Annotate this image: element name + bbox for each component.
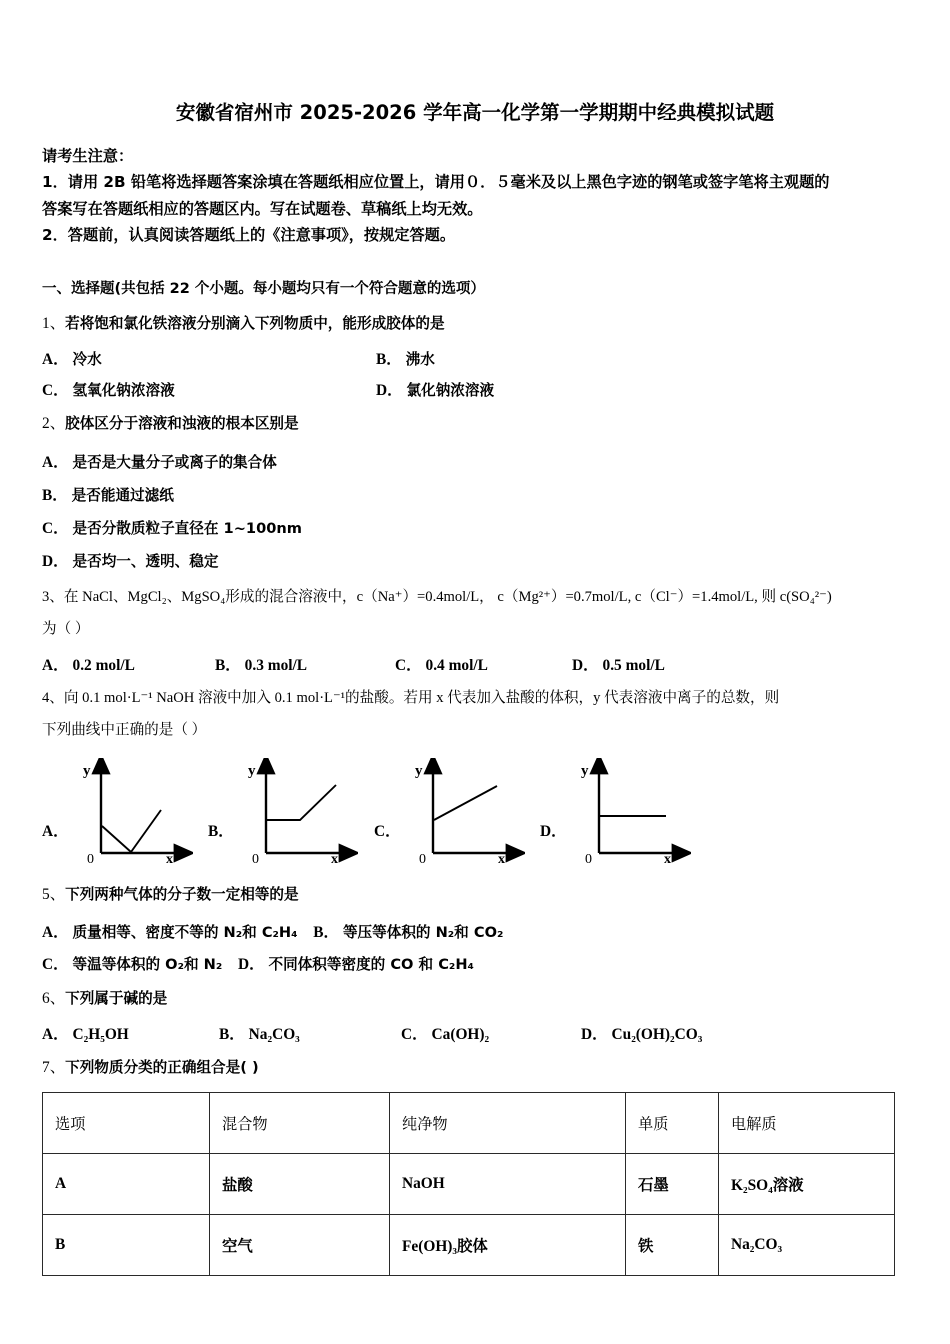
svg-text:0: 0: [251, 851, 259, 863]
question-2-option-d[interactable]: D． 是否均一、透明、稳定: [42, 552, 219, 570]
question-1-options-row-2: [42, 378, 908, 400]
table-cell-pure-b: Fe(OH)₃胶体: [390, 1215, 626, 1276]
question-4-option-b[interactable]: B． y 0 x: [208, 754, 374, 866]
question-2-option-c[interactable]: C． 是否分散质粒子直径在 1~100nm: [42, 519, 302, 537]
exam-notice-block: [42, 143, 908, 248]
question-6-option-d[interactable]: D． Cu₂(OH)₂CO₃: [581, 1025, 703, 1043]
question-6-option-c[interactable]: C． Ca(OH)₂: [401, 1025, 490, 1043]
question-3-options: [42, 653, 908, 675]
question-4-stem-line-2: 下列曲线中正确的是（ ）: [42, 721, 207, 738]
question-2-options: [42, 450, 908, 571]
table-header-mixture: 混合物: [210, 1093, 390, 1154]
question-2-option-a[interactable]: A． 是否是大量分子或离子的集合体: [42, 453, 277, 471]
table-header-electrolyte: 电解质: [719, 1093, 895, 1154]
table-cell-element-b: 铁: [626, 1215, 719, 1276]
graph-d-axes-icon: [571, 758, 691, 863]
question-6-stem: [42, 984, 908, 1013]
question-1-option-c[interactable]: C． 氢氧化钠浓溶液: [42, 382, 175, 400]
question-1-option-a[interactable]: A． 冷水: [42, 351, 102, 369]
svg-text:0: 0: [418, 851, 426, 863]
svg-text:y: y: [580, 762, 589, 779]
question-6-options: [42, 1022, 908, 1044]
question-4-option-c[interactable]: C． y 0 x: [374, 754, 540, 866]
svg-text:y: y: [414, 762, 423, 779]
question-4-text-1: 向 0.1 mol·L⁻¹ NaOH 溶液中加入 0.1 mol·L⁻¹的盐酸。若用 x 代表加入盐酸的体积，y 代表溶液中离子的总数，则: [63, 689, 780, 706]
question-2-number: 2、: [42, 415, 66, 433]
question-5-option-a[interactable]: A． 质量相等、密度不等的 N₂和 C₂H₄: [42, 923, 298, 941]
question-4-stem-line-1: [42, 684, 908, 712]
question-1-stem: [42, 309, 908, 338]
question-3-stem-line-1: [42, 583, 908, 611]
svg-text:x: x: [330, 851, 338, 863]
question-3-option-d[interactable]: D． 0.5 mol/L: [572, 656, 665, 674]
table-cell-electrolyte-b: Na₂CO₃: [719, 1215, 895, 1276]
question-1-option-b[interactable]: B． 沸水: [376, 351, 435, 369]
question-4-graph-options: [42, 754, 908, 866]
notice-line-3: 2．答题前，认真阅读答题纸上的《注意事项》，按规定答题。: [42, 225, 456, 244]
question-7-text: 下列物质分类的正确组合是( ): [65, 1058, 259, 1076]
table-header-element: 单质: [626, 1093, 719, 1154]
question-2-text: 胶体区分于溶液和浊液的根本区别是: [65, 415, 299, 433]
notice-line-2: 答案写在答题纸相应的答题区内。写在试题卷、草稿纸上均无效。: [42, 199, 483, 218]
question-1-text: 若将饱和氯化铁溶液分别滴入下列物质中，能形成胶体的是: [65, 315, 445, 333]
question-3-stem-line-2: 为（ ）: [42, 621, 90, 638]
graph-c-axes-icon: [405, 758, 525, 863]
question-5-option-c[interactable]: C． 等温等体积的 O₂和 N₂: [42, 955, 223, 973]
notice-heading: 请考生注意：: [42, 147, 134, 166]
section-heading-multiple-choice: 一、选择题(共包括 22 个小题。每小题均只有一个符合题意的选项）: [42, 280, 485, 297]
svg-text:0: 0: [584, 851, 592, 863]
question-3-number: 3、: [42, 588, 64, 605]
table-header-row: [43, 1093, 895, 1154]
page-title: 安徽省宿州市 2025-2026 学年高一化学第一学期期中经典模拟试题: [175, 101, 775, 124]
table-header-option: 选项: [43, 1093, 210, 1154]
graph-b-axes-icon: [238, 758, 358, 863]
question-6-option-a[interactable]: A． C₂H₅OH: [42, 1025, 129, 1043]
table-cell-option-a: A: [43, 1154, 210, 1215]
table-header-pure-substance: 纯净物: [390, 1093, 626, 1154]
page-content: [42, 100, 908, 1276]
table-cell-element-a: 石墨: [626, 1154, 719, 1215]
svg-text:y: y: [82, 762, 91, 779]
table-cell-option-b: B: [43, 1215, 210, 1276]
svg-text:x: x: [497, 851, 505, 863]
question-6-option-b[interactable]: B． Na₂CO₃: [219, 1025, 300, 1043]
question-5-options-row-2: [42, 952, 908, 974]
question-5-text: 下列两种气体的分子数一定相等的是: [65, 886, 299, 904]
question-7-number: 7、: [42, 1058, 66, 1076]
table-cell-mixture-a: 盐酸: [210, 1154, 390, 1215]
table-row: [43, 1154, 895, 1215]
question-5-option-d[interactable]: D． 不同体积等密度的 CO 和 C₂H₄: [238, 955, 474, 973]
table-cell-mixture-b: 空气: [210, 1215, 390, 1276]
question-6-number: 6、: [42, 989, 66, 1007]
graph-a-axes-icon: [73, 758, 193, 863]
table-cell-electrolyte-a: K₂SO₄溶液: [719, 1154, 895, 1215]
question-5-stem: [42, 880, 908, 909]
question-5-number: 5、: [42, 886, 66, 904]
svg-text:x: x: [663, 851, 671, 863]
svg-text:y: y: [247, 762, 256, 779]
classification-table: [42, 1092, 895, 1276]
svg-text:x: x: [165, 851, 173, 863]
question-3-option-c[interactable]: C． 0.4 mol/L: [395, 656, 488, 674]
question-6-text: 下列属于碱的是: [65, 989, 168, 1007]
question-2-stem: [42, 409, 908, 438]
question-3-option-a[interactable]: A． 0.2 mol/L: [42, 656, 135, 674]
table-cell-pure-a: NaOH: [390, 1154, 626, 1215]
question-3-option-b[interactable]: B． 0.3 mol/L: [215, 656, 308, 674]
table-row: [43, 1215, 895, 1276]
question-4-option-a[interactable]: A． y 0 x: [42, 754, 208, 866]
question-1-number: 1、: [42, 315, 66, 333]
question-4-option-d[interactable]: D． y 0 x: [540, 754, 706, 866]
question-3-text-1: 在 NaCl、MgCl₂、MgSO₄形成的混合溶液中，c（Na⁺）=0.4mol/L， c（Mg²⁺）=0.7mol/L, c（Cl⁻）=1.4mol/L, 则 c(SO₄²⁻): [63, 588, 832, 605]
question-1-options-row-1: [42, 347, 908, 369]
question-5-options-row-1: [42, 920, 908, 942]
question-7-stem: [42, 1053, 908, 1082]
svg-text:0: 0: [86, 851, 94, 863]
question-2-option-b[interactable]: B． 是否能通过滤纸: [42, 486, 174, 504]
question-4-number: 4、: [42, 689, 64, 706]
notice-line-1: 1．请用 2B 铅笔将选择题答案涂填在答题纸相应位置上，请用０．５毫米及以上黑色字迹的钢笔或签字笔将主观题的: [42, 173, 830, 192]
question-5-option-b[interactable]: B． 等压等体积的 N₂和 CO₂: [313, 923, 504, 941]
question-1-option-d[interactable]: D． 氯化钠浓溶液: [376, 382, 495, 400]
